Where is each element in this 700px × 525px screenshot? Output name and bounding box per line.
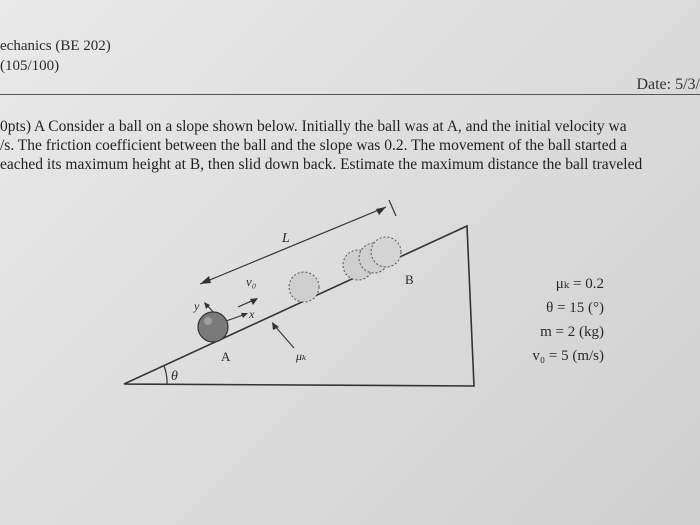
ball-at-a [198, 312, 228, 342]
given-values [492, 272, 604, 368]
angle-arc [164, 366, 167, 384]
given-mu: μₖ = 0.2 [555, 276, 604, 292]
length-arrowhead-right [376, 207, 386, 215]
ball-highlight [204, 317, 212, 325]
x-axis-label: x [249, 307, 255, 321]
x-axis-arrowhead [241, 313, 248, 318]
theta-label: θ [171, 369, 178, 384]
ghost-ball-1 [289, 272, 319, 302]
score: (105/100) [0, 58, 60, 74]
length-arrowhead-left [200, 276, 211, 284]
given-v0: v₀ = 5 (m/s) [532, 348, 604, 364]
y-axis-label: y [194, 299, 200, 313]
problem-line-3: eached its maximum height at B, then slid down back. Estimate the maximum distance the ball traveled [0, 156, 643, 173]
course-title: echanics (BE 202) [0, 38, 111, 54]
given-theta: θ = 15 (°) [546, 300, 604, 316]
friction-label: μₖ [296, 349, 307, 363]
ghost-ball-4 [371, 237, 401, 267]
problem-line-2: /s. The friction coefficient between the ball and the slope was 0.2. The movement of the ball started a [0, 137, 628, 154]
problem-line-1: 0pts) A Consider a ball on a slope shown below. Initially the ball was at A, and the initial velocity wa [0, 118, 627, 135]
date-field: Date: 5/3/ [636, 76, 700, 93]
given-mass: m = 2 (kg) [540, 324, 604, 340]
point-b-label: B [405, 272, 414, 287]
friction-pointer [274, 325, 294, 348]
length-end-tick [389, 200, 396, 216]
length-label: L [282, 231, 290, 246]
point-a-label: A [221, 349, 231, 364]
v0-label: v₀ [246, 274, 257, 289]
